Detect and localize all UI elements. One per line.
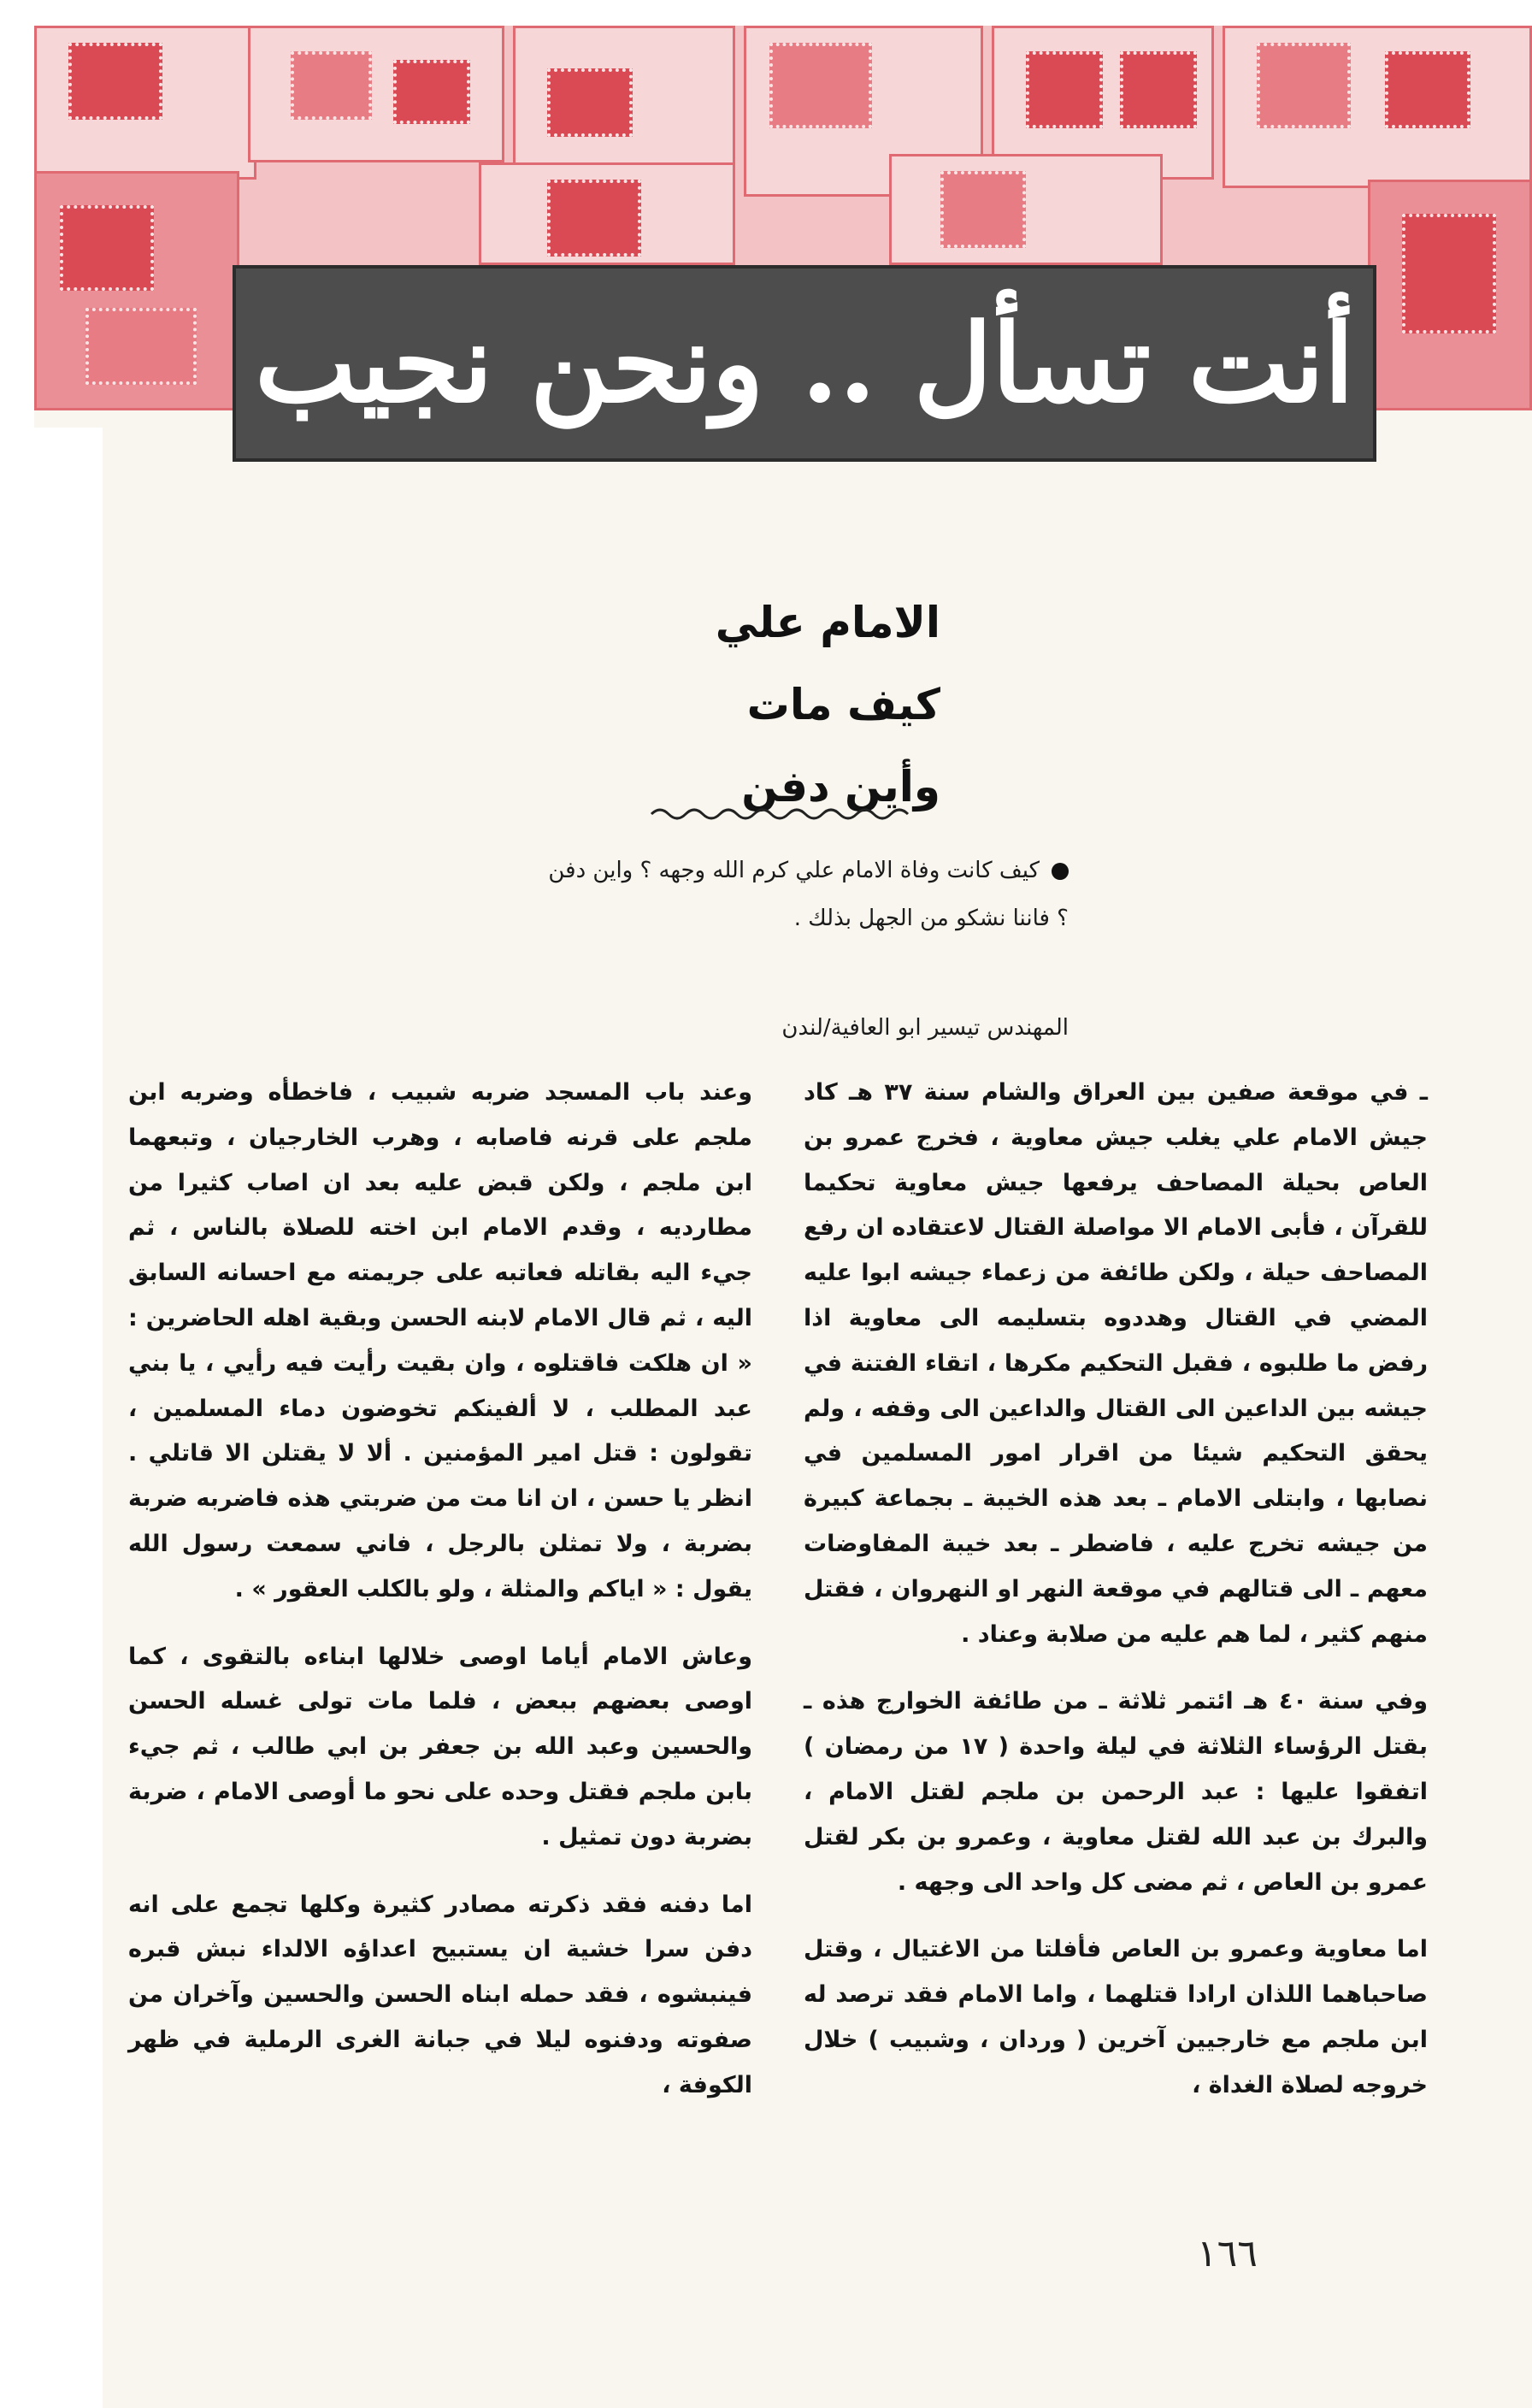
magazine-page xyxy=(34,26,1532,2408)
stamp-image xyxy=(769,43,872,128)
left-column xyxy=(128,1071,752,2131)
stamp-image xyxy=(547,68,633,137)
stamp-image xyxy=(1026,51,1103,128)
paragraph: وفي سنة ٤٠ هـ ائتمر ثلاثة ـ من طائفة الخوارج هذه ـ بقتل الرؤساء الثلاثة في ليلة واحدة ( ١٧ من رمضان ) اتفقوا عليها : عبد الرحمن بن ملجم لقتل الامام ، والبرك بن عبد الله لقتل معاوية ، وعمرو بن بكر لقتل عمرو بن العاص ، ثم مضى كل واحد الى وجهه . xyxy=(804,1688,1428,1896)
article-headline xyxy=(581,581,940,828)
question-text: كيف كانت وفاة الامام علي كرم الله وجهه ؟ واين دفن ؟ فاننا نشكو من الجهل بذلك . xyxy=(548,858,1069,931)
right-column xyxy=(804,1071,1428,2131)
stamp-image xyxy=(1257,43,1351,128)
question-sender: المهندس تيسير ابو العافية/لندن xyxy=(781,1015,1069,1041)
stamp-image xyxy=(291,51,372,120)
stamp-image xyxy=(1402,214,1496,333)
paragraph: اما معاوية وعمرو بن العاص فأفلتا من الاغتيال ، وقتل صاحباهما اللذان ارادا قتلهما ، واما الامام فقد ترصد له ابن ملجم مع خارجيين آخرين ( وردان ، وشبيب ) خلال خروجه لصلاة الغداة ، xyxy=(804,1936,1428,2098)
reader-question xyxy=(547,847,1069,942)
stamp-image xyxy=(85,308,197,385)
stamp-image xyxy=(60,205,154,291)
stamp-image xyxy=(547,180,641,257)
section-title: أنت تسأل .. ونحن نجيب xyxy=(255,300,1354,427)
stamp-image xyxy=(1385,51,1470,128)
headline-line: وأين دفن xyxy=(741,762,940,812)
section-title-box xyxy=(233,265,1376,462)
headline-line: كيف مات xyxy=(746,680,940,729)
stamp-image xyxy=(940,171,1026,248)
paragraph: وعاش الامام أياما اوصى خلالها ابناءه بالتقوى ، كما اوصى بعضهم ببعض ، فلما مات تولى غسله الحسن والحسين وعبد الله بن جعفر بن ابي طالب ، ثم جيء بابن ملجم فقتل وحده على نحو ما أوصى الامام ، ضربة بضربة دون تمثيل . xyxy=(128,1643,752,1850)
stamp-image xyxy=(393,60,470,124)
page-number: ١٦٦ xyxy=(1197,2232,1258,2275)
headline-line: الامام علي xyxy=(715,598,940,647)
stamp-image xyxy=(1120,51,1197,128)
stamp-image xyxy=(68,43,162,120)
page-margin xyxy=(34,428,103,2408)
wavy-underline xyxy=(650,804,915,824)
paragraph: ـ في موقعة صفين بين العراق والشام سنة ٣٧ هـ كاد جيش الامام علي يغلب جيش معاوية ، فخرج عمرو بن العاص بحيلة المصاحف يرفعها جيش معاوية تحكيما للقرآن ، فأبى الامام الا مواصلة القتال لاعتقاده ان رفع المصاحف حيلة ، ولكن طائفة من زعماء جيشه ابوا عليه المضي في القتال وهددوه بتسليمه الى معاوية اذا رفض ما طلبوه ، فقبل التحكيم مكرها ، اتقاء الفتنة في جيشه بين الداعين الى القتال والداعين الى وقفه ، ولم يحقق التحكيم شيئا من اقرار امور المسلمين في نصابها ، وابتلى الامام ـ بعد هذه الخيبة ـ بجماعة كبيرة من جيشه تخرج عليه ، فاضطر ـ بعد خيبة المفاوضات معهم ـ الى قتالهم في موقعة النهر او النهروان ، فقتل منهم كثير ، لما هم عليه من صلابة وعناد . xyxy=(804,1079,1428,1648)
paragraph: اما دفنه فقد ذكرته مصادر كثيرة وكلها تجمع على انه دفن سرا خشية ان يستبيح اعداؤه الالداء نبش قبره فينبشوه ، فقد حمله ابناه الحسن والحسين وآخران من صفوته ودفنوه ليلا في جبانة الغرى الرملية في ظهر الكوفة ، xyxy=(128,1891,752,2098)
envelope-image xyxy=(889,154,1163,265)
paragraph: وعند باب المسجد ضربه شبيب ، فاخطأه وضربه ابن ملجم على قرنه فاصابه ، وهرب الخارجيان ، وتبعهما ابن ملجم ، ولكن قبض عليه بعد ان اصاب كثيرا من مطارديه ، وقدم الامام ابن اخته للصلاة بالناس ، ثم جيء اليه بقاتله فعاتبه على جريمته مع احسانه السابق اليه ، ثم قال الامام لابنه الحسن وبقية اهله الحاضرين : « ان هلكت فاقتلوه ، وان بقيت رأيت فيه رأيي ، يا بني عبد المطلب ، لا ألفينكم تخوضون دماء المسلمين ، تقولون : قتل امير المؤمنين . ألا لا يقتلن الا قاتلي . انظر يا حسن ، ان انا مت من ضربتي هذه فاضربه ضربة بضربة ، ولا تمثلن بالرجل ، فاني سمعت رسول الله يقول : « اياكم والمثلة ، ولو بالكلب العقور » . xyxy=(128,1079,752,1602)
bullet-icon xyxy=(1052,863,1069,880)
